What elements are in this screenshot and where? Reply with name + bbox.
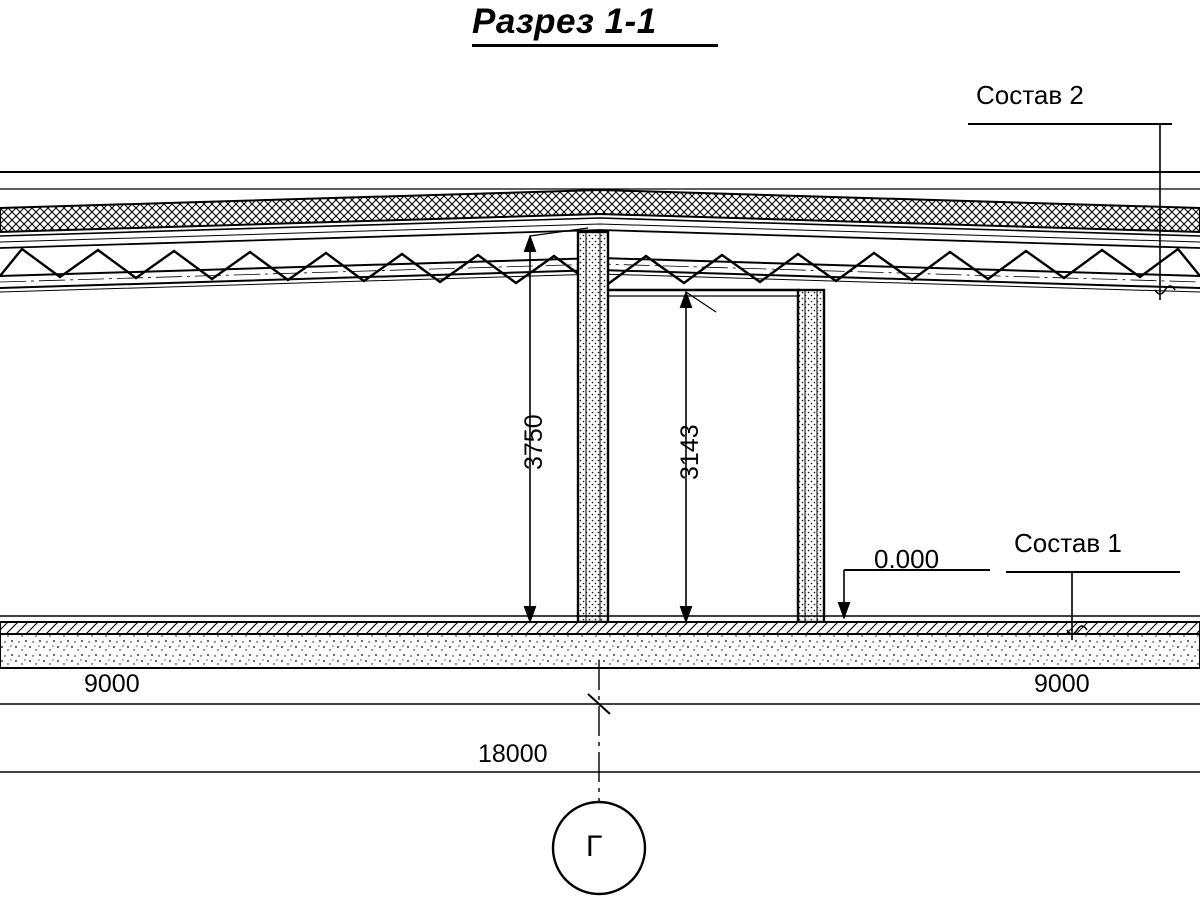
floor-slab — [0, 616, 1200, 668]
label-height-right: 3143 — [676, 424, 704, 480]
label-span-right: 9000 — [1034, 670, 1090, 698]
label-composition-1: Состав 1 — [1014, 528, 1122, 558]
page-title-underline — [472, 44, 718, 47]
label-height-left: 3750 — [520, 414, 548, 470]
page-title: Разрез 1-1 — [472, 2, 657, 41]
level-mark-zero — [844, 570, 990, 618]
label-axis-g: Г — [586, 830, 603, 863]
dimension-chain — [0, 660, 1200, 812]
label-span-total: 18000 — [478, 740, 548, 768]
label-composition-2: Состав 2 — [976, 80, 1084, 110]
interior-column-right — [608, 290, 824, 622]
label-level-zero: 0.000 — [874, 544, 940, 574]
label-span-left: 9000 — [84, 670, 140, 698]
